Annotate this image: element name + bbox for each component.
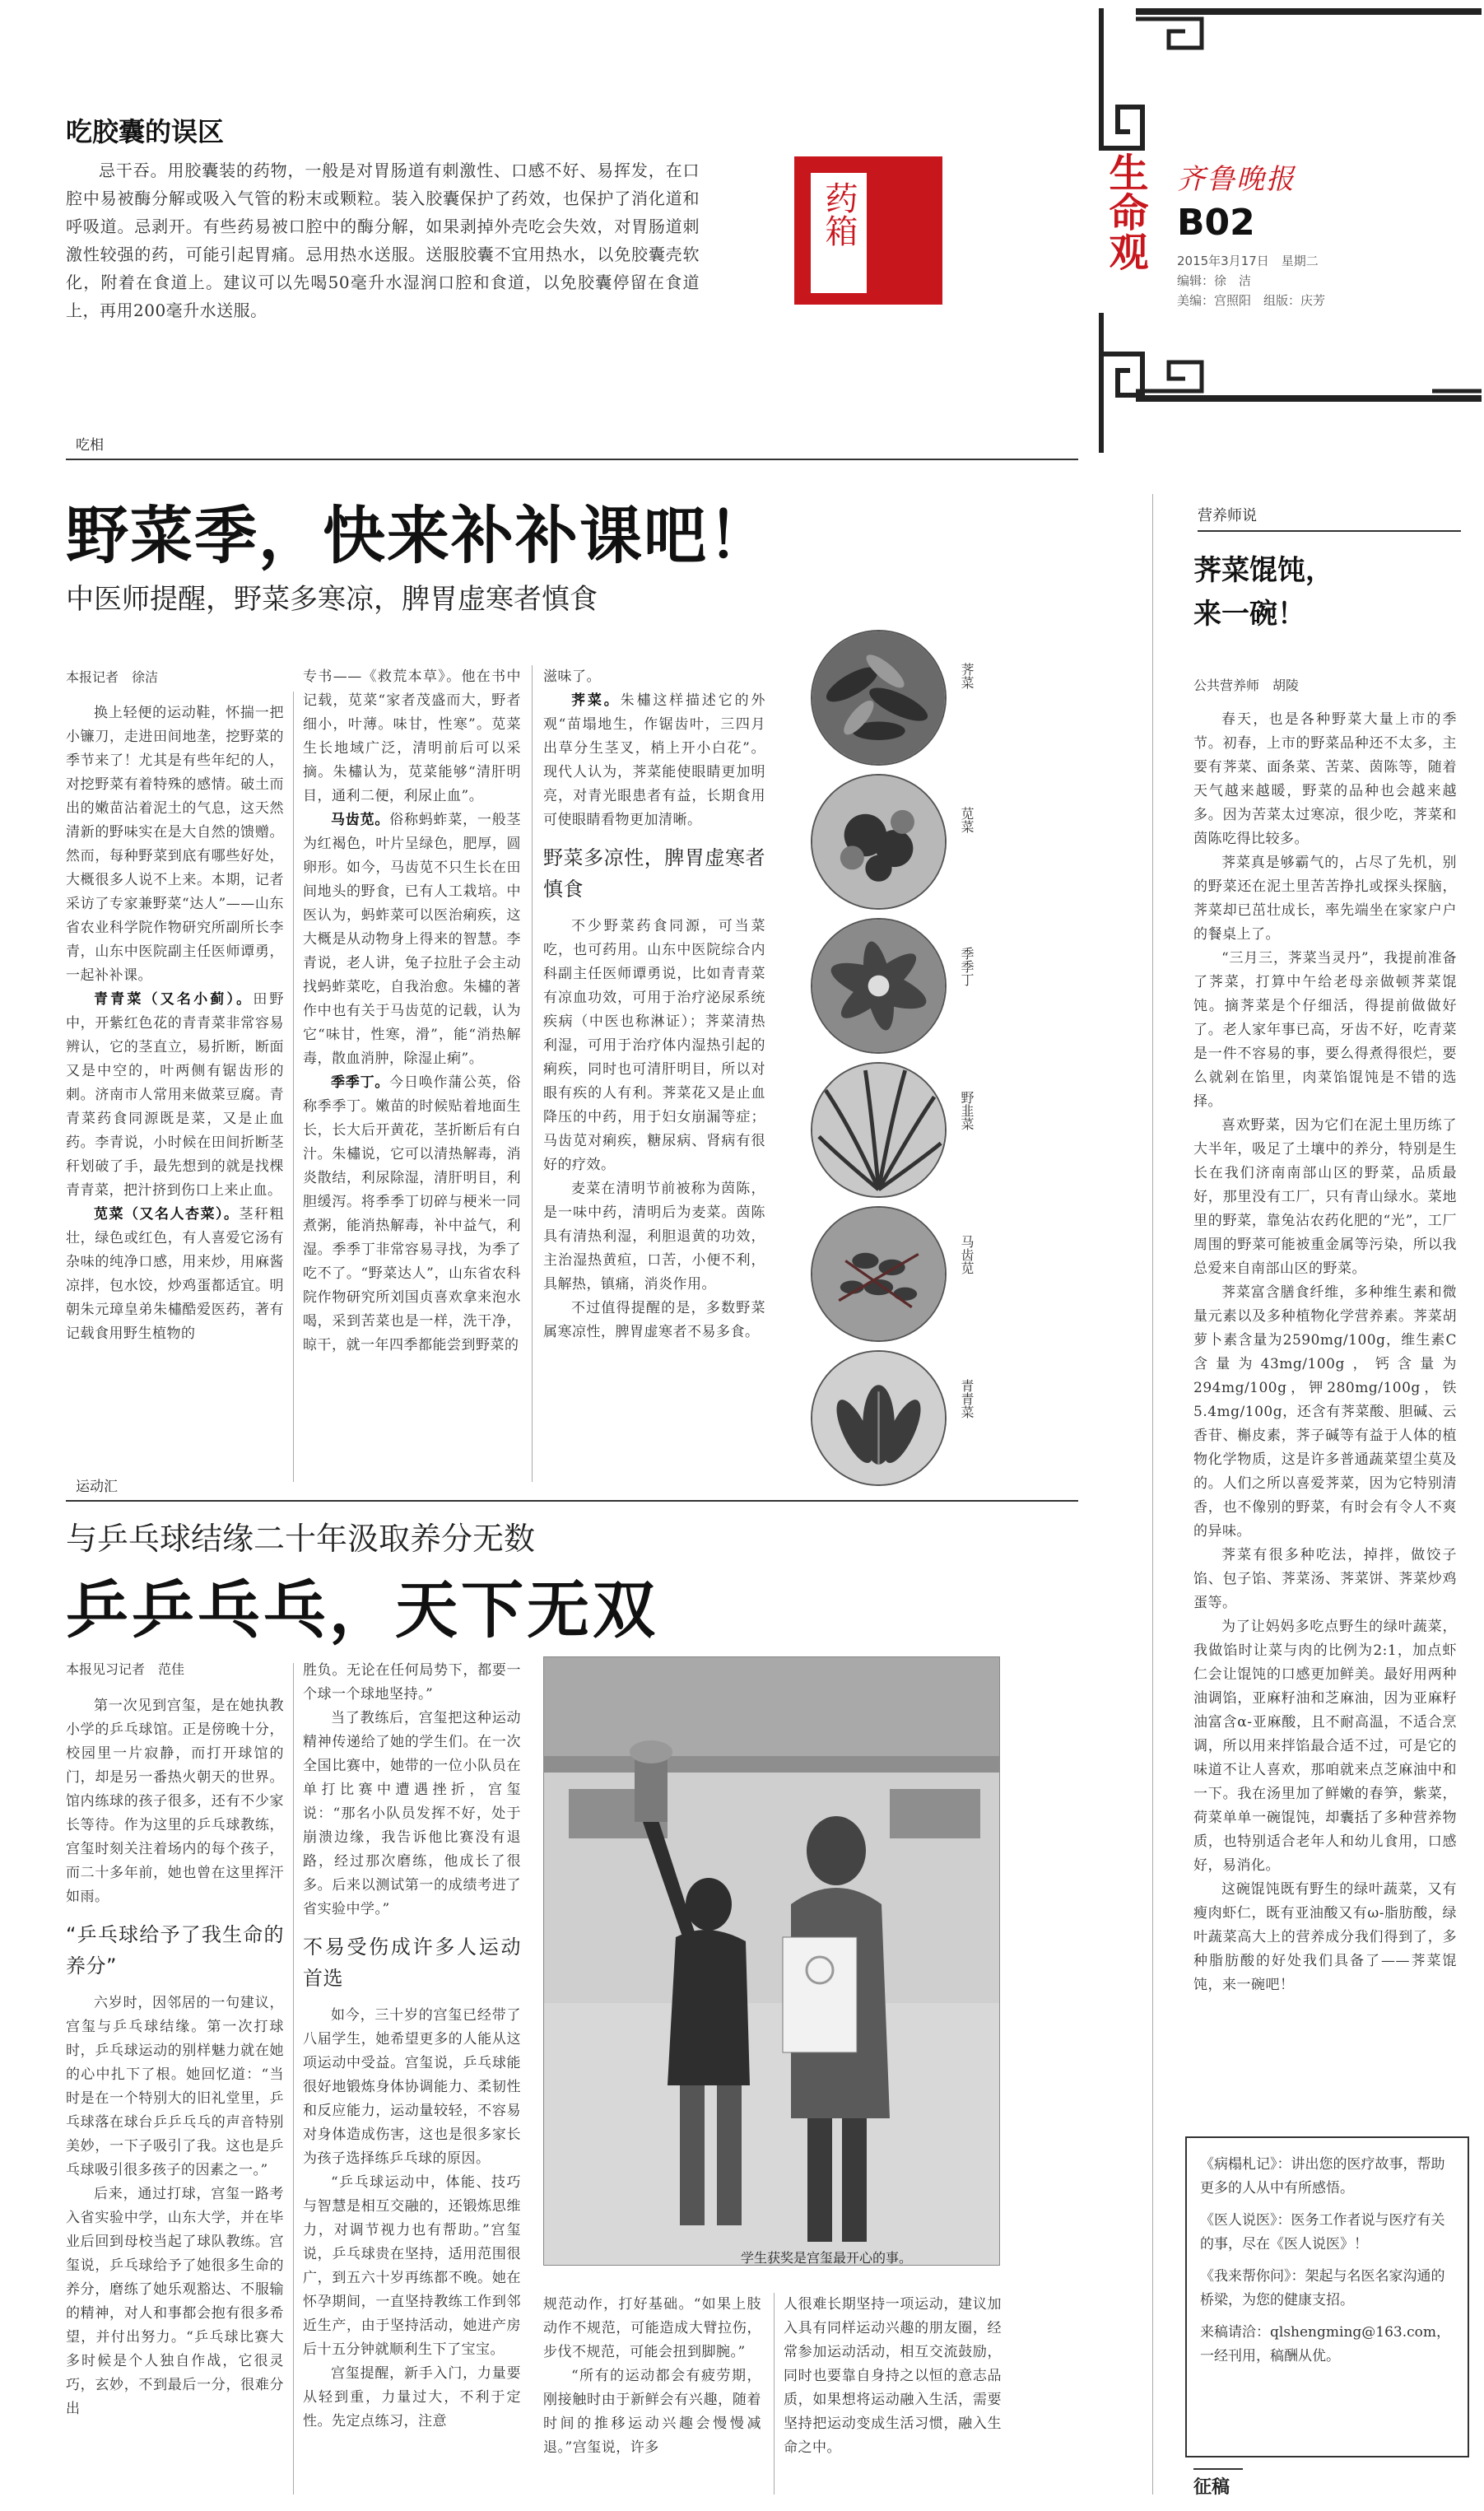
nutrition-section-tag: 营养师说 bbox=[1198, 504, 1461, 532]
nutrition-para-7: 为了让妈妈多吃点野生的绿叶蔬菜，我做馅时让菜与肉的比例为2:1，加点虾仁会让馄饨的口感更加鲜美。最好用两种油调馅，亚麻籽油和芝麻油，因为亚麻籽油富含α-亚麻酸，且不耐高温，不适合烹调，所以用来拌馅最合适不过，可是它的味道不让人喜欢，那咱就来点芝麻油中和一下。我在汤里加了鲜嫩的春笋，紫菜，荷菜单单一碗馄饨，却囊括了多种营养物质，也特别适合老年人和幼儿食用，口感好，易消化。 bbox=[1193, 1619, 1457, 1874]
wild-veg-col2 bbox=[303, 665, 521, 1358]
para-tcm: 不少野菜药食同源，可当菜吃，也可药用。山东中医院综合内科副主任医师谭勇说，比如青青菜有凉血功效，可用于治疗泌尿系统疾病（中医也称淋证）；荠菜清热利湿，可用于治疗体内湿热引起的痢疾，同时也可清肝明目，所以对眼有疾的人有利。荠菜花又是止血降压的中药，用于妇女崩漏等症；马齿苋对痢疾，糖尿病、肾病有很好的疗效。 bbox=[543, 918, 765, 1173]
veg-label-machixian: 马齿苋 bbox=[959, 1235, 975, 1274]
nutrition-para-4: 喜欢野菜，因为它们在泥土里历练了大半年，吸足了土壤中的养分，特别是生长在我们济南南部山区的野菜，品质最好，那里没有工厂，只有青山绿水。菜地里的野菜，靠兔沾农药化肥的“光”，工厂周围的野菜可能被重金属等污染，所以我总爱来自南部山区的野菜。 bbox=[1193, 1117, 1457, 1277]
wild-veg-subhead: 野菜多凉性，脾胃虚寒者慎食 bbox=[543, 846, 765, 901]
veg-photo-xiancai bbox=[811, 774, 947, 910]
veg-label-jijiding: 季季丁 bbox=[959, 947, 975, 986]
call-for-papers-footer: 征稿 bbox=[1193, 2468, 1243, 2499]
pingpong-para-4: 胜负。无论在任何局势下，都要一个球一个球地坚持。” bbox=[303, 1662, 521, 1703]
pingpong-headline: 乒乒乓乓，天下无双 bbox=[66, 1573, 658, 1647]
nutrition-para-5: 荠菜富含膳食纤维，多种维生素和微量元素以及多种植物化学营养素。荠菜胡萝卜素含量为2590mg/100g，维生素C含量为43mg/100g，钙含量为294mg/100g，钾280mg/100g，铁5.4mg/100g，还含有荠菜酸、胆碱、云香苷、槲皮素，荠子碱等有益于人体的植物化学物质，这是许多普通蔬菜望尘莫及的。人们之所以喜爱荠菜，因为它特别清香，也不像别的野菜，有时会有令人不爽的异味。 bbox=[1193, 1284, 1457, 1540]
nutrition-para-1: 春天，也是各种野菜大量上市的季节。初春，上市的野菜品种还不太多，主要有荠菜、面条菜、苦菜、茵陈等，随着天气越来越暖，野菜的品种也会越来越多。因为苦菜太过寒凉，很少吃，荠菜和茵陈吃得比较多。 bbox=[1193, 711, 1457, 847]
photo-caption: 学生获奖是宫玺最开心的事。 bbox=[741, 2250, 913, 2266]
pingpong-para-10: “所有的运动都会有疲劳期，刚接触时由于新鲜会有兴趣，随着时间的推移运动兴趣会慢慢减退。”宫玺说，许多 bbox=[543, 2368, 761, 2456]
pingpong-subhead-1: “乒乓球给予了我生命的养分” bbox=[66, 1923, 284, 1978]
wild-veg-intro: 换上轻便的运动鞋，怀揣一把小镰刀，走进田间地垄，挖野菜的季节来了！尤其是有些年纪的人，对挖野菜有着特殊的感情。破土而出的嫩苗沾着泥土的气息，这天然清新的野味实在是大自然的馈赠。然而，每种野菜到底有哪些好处，大概很多人说不上来。本期，记者采访了专家兼野菜“达人”——山东省农业科学院作物研究所副所长李青，山东中医院副主任医师谭勇，一起补补课。 bbox=[66, 705, 284, 984]
para-qingqing: 田野中，开紫红色花的青青菜非常容易辨认，它的茎直立，易折断，断面又是中空的，叶两侧有锯齿形的刺。济南市人常用来做菜豆腐。青青菜药食同源既是菜，又是止血药。李青说，小时候在田间折断茎秆划破了手，最先想到的就是找棵青青菜，把汁挤到伤口上来止血。 bbox=[66, 991, 285, 1199]
pingpong-intro: 第一次见到宫玺，是在她执教小学的乒乓球馆。正是傍晚十分，校园里一片寂静，而打开球馆的门，却是另一番热火朝天的世界。馆内练球的孩子很多，还有不少家长等待。作为这里的乒乓球教练，宫玺时刻关注着场内的每个孩子，而二十多年前，她也曾在这里挥汗如雨。 bbox=[66, 1698, 284, 1905]
nutrition-para-2: 荠菜真是够霸气的，占尽了先机，别的野菜还在泥土里苦苦挣扎或探头探脑，荠菜却已茁壮成长，率先端坐在家家户户的餐桌上了。 bbox=[1193, 855, 1457, 943]
para-xiancai-cont: 专书——《救荒本草》。他在书中记载，苋菜“家者茂盛而大，野者细小，叶薄。味甘，性寒”。苋菜生长地域广泛，清明前后可以采摘。朱橚认为，苋菜能够“清肝明目，通利二便，利尿止血”。 bbox=[303, 669, 521, 804]
lead-machixian: 马齿苋。 bbox=[331, 812, 390, 828]
wild-veg-col1 bbox=[66, 701, 284, 1346]
page-number: B02 bbox=[1177, 202, 1255, 244]
wild-veg-tag-label: 吃相 bbox=[76, 437, 104, 454]
veg-photo-qingqingcai bbox=[811, 1350, 947, 1486]
masthead-top-fret bbox=[1136, 15, 1482, 56]
para-jijiding-cont: 滋味了。 bbox=[543, 669, 601, 685]
pingpong-para-5: 当了教练后，宫玺把这种运动精神传递给了她的学生们。在一次全国比赛中，她带的一位小队员在单打比赛中遭遇挫折，宫玺说：“那名小队员发挥不好，处于崩溃边缘，我告诉他比赛没有退路，经过那次磨练，他成长了很多。后来以测试第一的成绩考进了省实验中学。” bbox=[303, 1710, 521, 1917]
para-jijiding: 今日唤作蒲公英，俗称季季丁。嫩苗的时候贴着地面生长，长大后开黄花，茎折断后有白汁。朱橚说，它可以清热解毒，消炎散结，利尿除湿，清肝明目，利胆缓泻。将季季丁切碎与梗米一同煮粥，能消热解毒，补中益气，利湿。季季丁非常容易寻找，为季了吃不了。“野菜达人”，山东省农科院作物研究所刘国贞喜欢拿来泡水喝，采到苦菜也是一样，洗干净，晾干，就一年四季都能尝到野菜的 bbox=[303, 1074, 522, 1353]
veg-photo-jijiding bbox=[811, 918, 947, 1054]
column-rule bbox=[293, 1663, 294, 2495]
veg-photo-machixian bbox=[811, 1206, 947, 1342]
lead-jicai: 荠菜。 bbox=[571, 692, 621, 709]
paper-name-logo: 齐鲁晚报 bbox=[1177, 163, 1296, 196]
pingpong-para-8: 宫玺提醒，新手入门，力量要从轻到重，力量过大，不利于定性。先定点练习，注意 bbox=[303, 2365, 521, 2429]
nutrition-title-2: 来一碗！ bbox=[1193, 598, 1305, 631]
medicine-box-badge-inner bbox=[809, 171, 868, 295]
medicine-box-badge bbox=[794, 156, 942, 305]
column-rule bbox=[1152, 494, 1153, 2495]
capsule-article-body: 忌干吞。用胶囊装的药物，一般是对胃肠道有刺激性、口感不好、易挥发，在口腔中易被酶分解或吸入气管的粉末或颗粒。装入胶囊保护了药效，也保护了消化道和呼吸道。忌剥开。有些药易被口腔中的酶分解，如果剥掉外壳吃会失效，对胃肠道刺激性较强的药，可能引起胃痛。忌用热水送服。送服胶囊不宜用热水，以免胶囊壳软化，附着在食道上。建议可以先喝50毫升水湿润口腔和食道，以免胶囊停留在食道上，再用200毫升水送服。 bbox=[66, 161, 700, 320]
wild-veg-byline: 本报记者 徐洁 bbox=[66, 669, 159, 685]
lead-qingqing: 青青菜（又名小蓟）。 bbox=[94, 991, 254, 1008]
nutrition-para-3: “三月三，荠菜当灵丹”，我提前准备了荠菜，打算中午给老母亲做顿荠菜馄饨。摘荠菜是个仔细活，得提前做做好了。老人家年事已高，牙齿不好，吃青菜是一件不容易的事，要么得煮得很烂，要么就剁在馅里，肉菜馅馄饨是不错的选择。 bbox=[1193, 950, 1457, 1110]
wild-veg-headline: 野菜季，快来补补课吧！ bbox=[66, 499, 772, 572]
pingpong-col3 bbox=[543, 2293, 761, 2460]
column-rule bbox=[293, 692, 294, 1482]
nutrition-para-8: 这碗馄饨既有野生的绿叶蔬菜，又有瘦肉虾仁，既有亚油酸又有ω-脂肪酸，绿叶蔬菜高大上的营养成分我们得到了，多种脂肪酸的好处我们具备了——荠菜馄饨，来一碗吧！ bbox=[1193, 1881, 1457, 1993]
para-jicai: 朱橚这样描述它的外观“苗塌地生，作锯齿叶，三四月出草分生茎叉，梢上开小白花”。现代人认为，荠菜能使眼睛更加明亮，对青光眼患者有益，长期食用可使眼睛看物更加清晰。 bbox=[543, 692, 766, 828]
lead-xiancai: 苋菜（又名人杏菜）。 bbox=[94, 1206, 240, 1223]
veg-label-yejiucai: 野韭菜 bbox=[959, 1091, 975, 1130]
para-warning: 不过值得提醒的是，多数野菜属寒凉性，脾胃虚寒者不易多食。 bbox=[543, 1300, 765, 1340]
veg-label-xiancai: 苋菜 bbox=[959, 807, 975, 833]
para-machixian: 俗称蚂蚱菜，一般茎为红褐色，叶片呈绿色，肥厚，圆卵形。如今，马齿苋不只生长在田间地头的野食，已有人工栽培。中医认为，蚂蚱菜可以医治痢疾，这大概是从动物身上得来的智慧。李青说，老人讲，兔子拉肚子会主动找蚂蚱菜吃，自我治愈。朱橚的著作中也有关于马齿苋的记载，认为它“味甘，性寒，滑”，能“消热解毒，散血消肿，除湿止痢”。 bbox=[303, 812, 522, 1067]
pingpong-col4 bbox=[784, 2293, 1002, 2460]
nutrition-byline: 公共营养师 胡陵 bbox=[1193, 678, 1300, 693]
nutrition-para-6: 荠菜有很多种吃法，掉拌，做饺子馅、包子馅、荠菜汤、荠菜饼、荠菜炒鸡蛋等。 bbox=[1193, 1547, 1457, 1611]
pingpong-photo bbox=[543, 1656, 1000, 2266]
wild-veg-subheadline: 中医师提醒，野菜多寒凉，脾胃虚寒者慎食 bbox=[66, 583, 598, 616]
pingpong-para-7: “乒乓球运动中，体能、技巧与智慧是相互交融的，还锻炼思维力，对调节视力也有帮助。”宫玺说，乒乓球贵在坚持，适用范围很广，到五六十岁再练都不晚。她在怀孕期间，一直坚持教练工作到邻近生产，由于坚持活动，她进产房后十五分钟就顺利生下了宝宝。 bbox=[303, 2174, 521, 2358]
call-item-2: 《医人说医》：医务工作者说与医疗有关的事，尽在《医人说医》！ bbox=[1200, 2212, 1445, 2252]
veg-label-qingqingcai: 青青菜 bbox=[959, 1379, 975, 1419]
veg-photo-yejiucai bbox=[811, 1062, 947, 1198]
call-contact: 来稿请洽：qlshengming@163.com，一经刊用，稿酬从优。 bbox=[1200, 2324, 1450, 2364]
column-rule bbox=[774, 2293, 775, 2495]
date-line: 2015年3月17日 星期二 bbox=[1177, 254, 1319, 268]
pingpong-para-2: 六岁时，因邻居的一句建议，宫玺与乒乓球结缘。第一次打球时，乒乓球运动的别样魅力就在她的心中扎下了根。她回忆道：“当时是在一个特别大的旧礼堂里，乒乓球落在球台乒乒乓乓的声音特别美妙，一下子吸引了我。这也是乒乓球吸引很多孩子的因素之一。” bbox=[66, 1995, 284, 2178]
pingpong-col2 bbox=[303, 1659, 521, 2434]
wild-veg-col3 bbox=[543, 665, 765, 1344]
veg-photo-jicai bbox=[811, 630, 947, 766]
pingpong-subhead-2: 不易受伤成许多人运动首选 bbox=[303, 1936, 521, 1990]
masthead-top-band bbox=[1136, 8, 1482, 15]
wild-veg-section-tag bbox=[66, 428, 1078, 460]
pingpong-para-6: 如今，三十岁的宫玺已经带了八届学生，她希望更多的人能从这项运动中受益。宫玺说，乒乓球能很好地锻炼身体协调能力、柔韧性和反应能力，运动量较轻，不容易对身体造成伤害，这也是很多家长为孩子选择练乒乓球的原因。 bbox=[303, 2007, 521, 2167]
masthead-bottom-fret bbox=[1136, 354, 1482, 395]
lead-jijiding: 季季丁。 bbox=[331, 1074, 390, 1091]
nutrition-title-1: 荠菜馄饨， bbox=[1193, 554, 1333, 587]
call-item-3: 《我来帮你问》：架起与名医名家沟通的桥梁，为您的健康支招。 bbox=[1200, 2268, 1445, 2308]
nutrition-body bbox=[1193, 708, 1457, 1997]
para-maicai: 麦菜在清明节前被称为茵陈，是一味中药，清明后为麦菜。茵陈具有清热利湿，利胆退黄的功效，主治湿热黄疸，口苦，小便不利，具解热，镇痛，消炎作用。 bbox=[543, 1181, 765, 1293]
pingpong-para-11: 人很难长期坚持一项运动，建议加入具有同样运动兴趣的朋友圈，经常参加运动活动，相互交流鼓励，同时也要靠自身持之以恒的意志品质，如果想将运动融入生活，需要坚持把运动变成生活习惯，融入生命之中。 bbox=[784, 2296, 1002, 2456]
para-xiancai: 茎秆粗壮，绿色或红色，有人喜爱它汤有杂味的纯净口感，用来炒，用麻酱凉拌，包水饺，炒鸡蛋都适宜。明朝朱元璋皇弟朱橚酷爱医药，著有记载食用野生植物的 bbox=[66, 1206, 284, 1342]
veg-label-jicai: 荠菜 bbox=[959, 663, 975, 689]
designer-line: 美编：宫照阳 组版：庆芳 bbox=[1177, 293, 1326, 308]
pingpong-byline: 本报见习记者 范佳 bbox=[66, 1661, 185, 1677]
pingpong-section-tag bbox=[66, 1470, 1078, 1502]
pingpong-subheadline: 与乒乓球结缘二十年汲取养分无数 bbox=[66, 1521, 536, 1557]
call-for-papers-box bbox=[1185, 2136, 1469, 2457]
pingpong-col1 bbox=[66, 1694, 284, 2421]
editor-line: 编辑：徐 洁 bbox=[1177, 273, 1252, 288]
pingpong-para-3: 后来，通过打球，宫玺一路考入省实验中学，山东大学，并在毕业后回到母校当起了球队教练。宫玺说，乒乓球给予了她很多生命的养分，磨练了她乐观豁达、不服输的精神，对人和事都会抱有很多希望，并付出努力。“乒乓球比赛大多时候是个人独自作战，它很灵巧，玄妙，不到最后一分，很难分出 bbox=[66, 2186, 284, 2417]
column-rule bbox=[532, 665, 533, 1482]
pingpong-para-9: 规范动作，打好基础。“如果上肢动作不规范，可能造成大臂拉伤，步伐不规范，可能会扭到脚腕。” bbox=[543, 2296, 761, 2360]
section-title: 生命观 bbox=[1102, 152, 1148, 271]
capsule-article-title: 吃胶囊的误区 bbox=[66, 116, 225, 147]
masthead-bottom-band bbox=[1136, 395, 1482, 402]
call-item-1: 《病榻札记》：讲出您的医疗故事，帮助更多的人从中有所感悟。 bbox=[1200, 2156, 1445, 2197]
pingpong-tag-label: 运动汇 bbox=[76, 1479, 118, 1495]
medicine-box-label: 药箱 bbox=[820, 181, 858, 247]
vegetable-gallery bbox=[811, 630, 975, 1494]
